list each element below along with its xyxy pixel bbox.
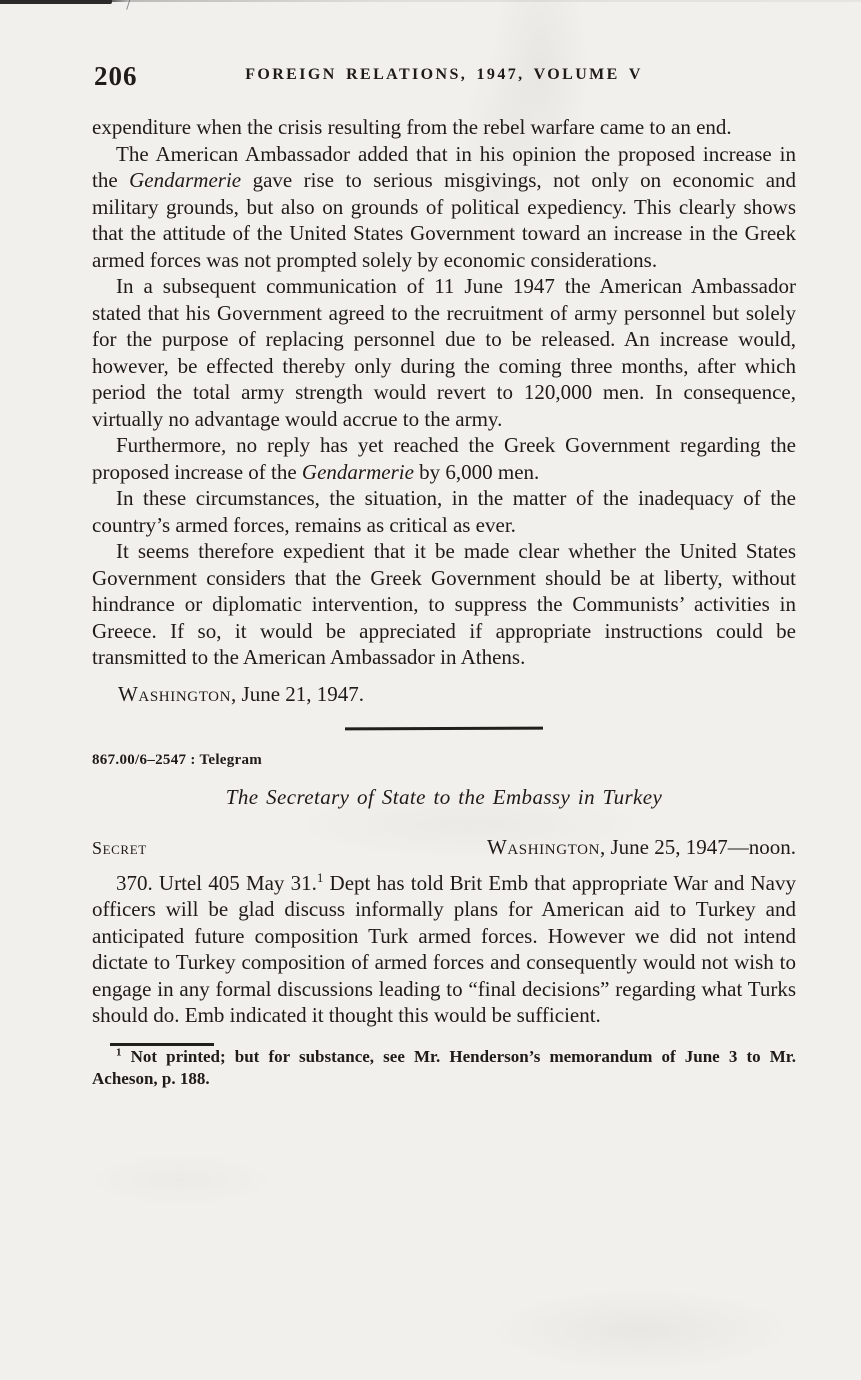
paragraph: It seems therefore expedient that it be made clear whether the United States Government considers that the Greek Government should be at liberty, without hindrance or diplomatic intervention, to suppress the Communists’ activities in Greece. If so, it would be appreciated if appropriate instructions could be transmitted to the American Ambassador in Athens. (92, 539, 796, 669)
italic-term: Gendarmerie (129, 168, 242, 192)
classification-line (92, 834, 796, 862)
dateline-place: Washington (486, 835, 600, 859)
footnote-reference: 1 (316, 869, 324, 885)
scan-corner-artifact (0, 0, 112, 4)
running-head (92, 61, 796, 91)
text-segment: Dept has told Brit Emb that appropriate War and Navy officers will be glad discuss informally plans for American aid to Turkey and anticipated future composition Turk armed forces. However we did not intend dictate to Turkey composition of armed forces and consequently would not wish to engage in any formal discussions leading to “final decisions” regarding what Turks should do. Emb indicated it thought this would be sufficient. (92, 870, 796, 1027)
italic-term: Gendarmerie (301, 459, 414, 484)
telegram-body-paragraph (92, 870, 796, 1029)
text-column (92, 114, 796, 1090)
footnote-marker: 1 (116, 1045, 122, 1058)
telegram-reference: 867.00/6–2547 : Telegram (92, 752, 263, 768)
text-segment: gave rise to serious misgivings, not only on economic and military grounds, but also on grounds of political expediency. This clearly shows that the attitude of the United States Government toward an increase in the Greek armed forces was not prompted solely by economic considerations. (92, 168, 797, 272)
telegram-heading: The Secretary of State to the Embassy in Turkey (225, 784, 663, 809)
text-segment: 370. Urtel 405 May 31. (116, 870, 317, 895)
text-segment: by 6,000 men. (413, 459, 540, 484)
text-segment: Furthermore, no reply has yet reached the Greek Government regarding the proposed increase of the (92, 433, 796, 484)
page-number: 206 (94, 61, 138, 91)
dateline-date: , June 25, 1947—noon. (600, 835, 796, 859)
footnote-text: Not printed; but for substance, see Mr. Henderson’s memorandum of June 3 to Mr. Acheson, p. 188. (92, 1046, 796, 1088)
classification-label: Secret (92, 838, 147, 858)
paragraph: In these circumstances, the situation, in the matter of the inadequacy of the country’s armed forces, remains as critical as ever. (92, 486, 796, 537)
footnote (92, 1046, 796, 1090)
paragraph: In a subsequent communication of 11 June 1947 the American Ambassador stated that his Government agreed to the recruitment of army personnel but solely for the purpose of replacing personnel due to be released. An increase would, however, be effected thereby only during the coming three months, after which period the total army strength would revert to 120,000 men. In consequence, virtually no advantage would accrue to the army. (92, 274, 796, 431)
memorandum-dateline (92, 681, 796, 708)
paragraph (92, 432, 796, 485)
running-header-title: FOREIGN RELATIONS, 1947, VOLUME V (245, 66, 643, 83)
telegram-dateline (487, 834, 796, 861)
paragraph-continuation: expenditure when the crisis resulting from the rebel warfare came to an end. (92, 115, 732, 139)
text-segment: The American Ambassador added that in his opinion the proposed increase in the (92, 141, 796, 192)
dateline-date: , June 21, 1947. (231, 681, 365, 706)
paragraph (92, 141, 796, 274)
section-divider-rule (345, 727, 543, 731)
dateline-place: Washington (118, 681, 232, 706)
